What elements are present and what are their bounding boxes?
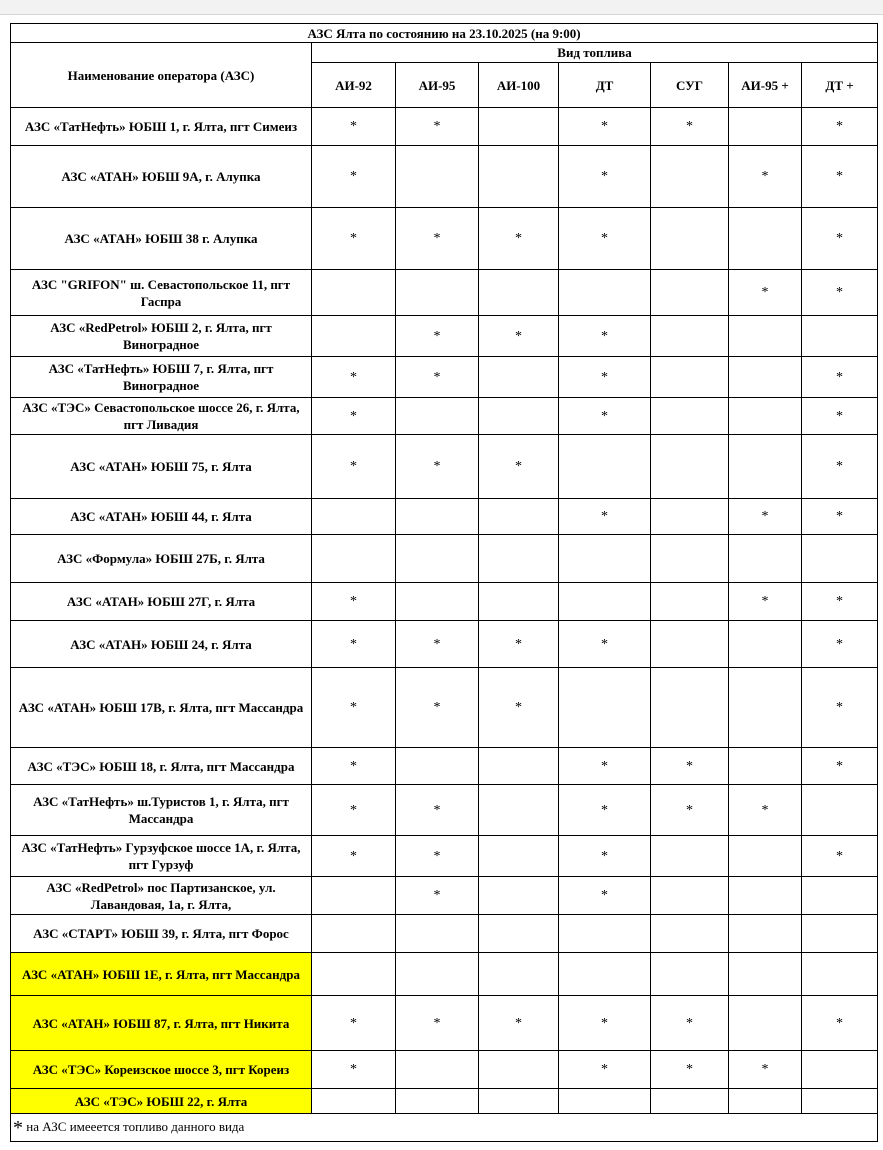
fuel-availability-cell: *: [396, 621, 479, 668]
station-name: АЗС «ТатНефть» ш.Туристов 1, г. Ялта, пгт Массандра: [11, 785, 312, 836]
fuel-availability-cell: *: [396, 996, 479, 1051]
fuel-header: АИ-100: [479, 63, 559, 108]
fuel-availability-cell: [802, 785, 878, 836]
fuel-availability-cell: [396, 953, 479, 996]
fuel-availability-cell: [396, 270, 479, 316]
table-row: [11, 316, 878, 357]
station-name: АЗС «ТЭС» ЮБШ 18, г. Ялта, пгт Массандра: [11, 748, 312, 785]
fuel-availability-cell: *: [312, 668, 396, 748]
station-name: АЗС «ТЭС» ЮБШ 22, г. Ялта: [11, 1089, 312, 1114]
fuel-availability-cell: [479, 915, 559, 953]
fuel-availability-cell: *: [479, 208, 559, 270]
fuel-availability-cell: [479, 836, 559, 877]
fuel-availability-cell: [396, 398, 479, 435]
fuel-availability-cell: [559, 583, 651, 621]
fuel-availability-cell: *: [479, 316, 559, 357]
fuel-availability-cell: *: [312, 435, 396, 499]
fuel-availability-cell: *: [396, 316, 479, 357]
fuel-availability-cell: [396, 583, 479, 621]
fuel-header: АИ-95: [396, 63, 479, 108]
station-name: АЗС «ТЭС» Севастопольское шоссе 26, г. Ялта, пгт Ливадия: [11, 398, 312, 435]
fuel-availability-cell: *: [312, 621, 396, 668]
footnote-mark: *: [13, 1117, 23, 1139]
fuel-availability-cell: [729, 535, 802, 583]
fuel-availability-cell: *: [802, 357, 878, 398]
table-row: [11, 1051, 878, 1089]
fuel-availability-cell: *: [559, 836, 651, 877]
fuel-availability-cell: [729, 668, 802, 748]
fuel-availability-cell: [479, 398, 559, 435]
fuel-availability-cell: *: [729, 1051, 802, 1089]
station-name: АЗС «ТЭС» Кореизское шоссе 3, пгт Кореиз: [11, 1051, 312, 1089]
fuel-availability-cell: [802, 877, 878, 915]
fuel-header: СУГ: [651, 63, 729, 108]
fuel-availability-cell: *: [312, 748, 396, 785]
fuel-availability-cell: [312, 499, 396, 535]
fuel-availability-cell: [479, 583, 559, 621]
fuel-availability-cell: *: [651, 996, 729, 1051]
station-name: АЗС «АТАН» ЮБШ 17В, г. Ялта, пгт Массандра: [11, 668, 312, 748]
fuel-availability-cell: [312, 877, 396, 915]
fuel-header: ДТ: [559, 63, 651, 108]
table-row: [11, 208, 878, 270]
fuel-availability-cell: [651, 499, 729, 535]
fuel-availability-cell: [651, 877, 729, 915]
fuel-availability-cell: *: [651, 108, 729, 146]
fuel-availability-cell: *: [802, 583, 878, 621]
fuel-availability-cell: [729, 996, 802, 1051]
fuel-availability-cell: *: [479, 621, 559, 668]
fuel-availability-cell: [559, 435, 651, 499]
fuel-availability-cell: [396, 1051, 479, 1089]
fuel-availability-cell: *: [802, 668, 878, 748]
fuel-availability-cell: [396, 748, 479, 785]
fuel-availability-cell: [802, 1051, 878, 1089]
fuel-availability-cell: *: [396, 836, 479, 877]
table-row: [11, 915, 878, 953]
fuel-availability-cell: [396, 915, 479, 953]
footnote: [11, 1114, 878, 1142]
station-name: АЗС «АТАН» ЮБШ 75, г. Ялта: [11, 435, 312, 499]
table-row: [11, 996, 878, 1051]
fuel-availability-cell: [729, 836, 802, 877]
fuel-availability-cell: [729, 398, 802, 435]
fuel-availability-cell: [396, 146, 479, 208]
fuel-availability-cell: [312, 535, 396, 583]
station-name: АЗС "GRIFON" ш. Севастопольское 11, пгт Гаспра: [11, 270, 312, 316]
operator-header: Наименование оператора (АЗС): [11, 43, 312, 108]
fuel-availability-cell: [651, 146, 729, 208]
fuel-header: АИ-95 +: [729, 63, 802, 108]
fuel-availability-cell: [651, 621, 729, 668]
fuel-header: АИ-92: [312, 63, 396, 108]
fuel-availability-cell: *: [802, 836, 878, 877]
station-name: АЗС «RedPetrol» ЮБШ 2, г. Ялта, пгт Виноградное: [11, 316, 312, 357]
fuel-availability-cell: *: [559, 996, 651, 1051]
fuel-availability-cell: [729, 208, 802, 270]
table-row: [11, 535, 878, 583]
fuel-availability-cell: [312, 1089, 396, 1114]
fuel-availability-cell: *: [802, 398, 878, 435]
fuel-availability-cell: *: [396, 208, 479, 270]
table-row: [11, 357, 878, 398]
fuel-availability-cell: [651, 535, 729, 583]
fuel-availability-cell: *: [559, 208, 651, 270]
fuel-availability-cell: [729, 877, 802, 915]
table-row: [11, 836, 878, 877]
fuel-availability-cell: [729, 953, 802, 996]
fuel-availability-cell: [312, 915, 396, 953]
table-row: [11, 1089, 878, 1114]
table-row: [11, 146, 878, 208]
fuel-availability-cell: [651, 953, 729, 996]
fuel-availability-cell: *: [479, 435, 559, 499]
fuel-availability-cell: *: [559, 785, 651, 836]
fuel-availability-cell: [802, 535, 878, 583]
fuel-availability-cell: *: [559, 748, 651, 785]
fuel-availability-cell: *: [729, 270, 802, 316]
fuel-availability-cell: [651, 208, 729, 270]
fuel-availability-cell: *: [559, 357, 651, 398]
fuel-availability-cell: *: [559, 1051, 651, 1089]
fuel-availability-cell: [312, 270, 396, 316]
fuel-availability-cell: *: [651, 785, 729, 836]
station-name: АЗС «ТатНефть» Гурзуфское шоссе 1А, г. Ялта, пгт Гурзуф: [11, 836, 312, 877]
station-name: АЗС «АТАН» ЮБШ 1Е, г. Ялта, пгт Массандра: [11, 953, 312, 996]
fuel-availability-cell: *: [729, 785, 802, 836]
table-row: [11, 748, 878, 785]
fuel-availability-cell: *: [312, 1051, 396, 1089]
fuel-availability-cell: [559, 953, 651, 996]
fuel-availability-cell: *: [802, 208, 878, 270]
fuel-availability-cell: *: [559, 108, 651, 146]
fuel-availability-cell: *: [802, 996, 878, 1051]
fuel-availability-cell: *: [312, 357, 396, 398]
station-name: АЗС «АТАН» ЮБШ 24, г. Ялта: [11, 621, 312, 668]
fuel-availability-cell: *: [559, 621, 651, 668]
fuel-group-header: Вид топлива: [312, 43, 878, 63]
fuel-availability-cell: *: [559, 877, 651, 915]
station-name: АЗС «Формула» ЮБШ 27Б, г. Ялта: [11, 535, 312, 583]
fuel-availability-cell: [729, 316, 802, 357]
fuel-availability-cell: [312, 316, 396, 357]
fuel-availability-cell: *: [396, 435, 479, 499]
fuel-availability-cell: [396, 1089, 479, 1114]
footnote-text: на АЗС имееется топливо данного вида: [26, 1119, 245, 1134]
fuel-availability-cell: *: [559, 499, 651, 535]
fuel-availability-cell: [651, 1089, 729, 1114]
fuel-availability-cell: *: [559, 398, 651, 435]
fuel-availability-cell: *: [802, 270, 878, 316]
table-row: [11, 953, 878, 996]
table-row: [11, 621, 878, 668]
fuel-availability-cell: [479, 535, 559, 583]
fuel-availability-cell: [651, 270, 729, 316]
fuel-availability-cell: *: [479, 668, 559, 748]
fuel-availability-cell: [729, 621, 802, 668]
fuel-availability-cell: [651, 435, 729, 499]
table-row: [11, 877, 878, 915]
fuel-availability-cell: [651, 583, 729, 621]
fuel-availability-cell: *: [729, 583, 802, 621]
fuel-availability-cell: [396, 535, 479, 583]
fuel-availability-cell: [479, 357, 559, 398]
fuel-availability-cell: *: [396, 357, 479, 398]
fuel-availability-cell: *: [312, 146, 396, 208]
station-name: АЗС «АТАН» ЮБШ 9А, г. Алупка: [11, 146, 312, 208]
fuel-availability-cell: [729, 108, 802, 146]
fuel-availability-cell: [479, 877, 559, 915]
fuel-availability-cell: [729, 435, 802, 499]
fuel-availability-cell: [559, 1089, 651, 1114]
table-row: [11, 668, 878, 748]
fuel-availability-cell: [479, 1089, 559, 1114]
table-row: [11, 108, 878, 146]
station-name: АЗС «АТАН» ЮБШ 44, г. Ялта: [11, 499, 312, 535]
fuel-availability-cell: *: [802, 748, 878, 785]
fuel-availability-cell: *: [312, 996, 396, 1051]
table-row: [11, 435, 878, 499]
fuel-availability-cell: *: [802, 499, 878, 535]
fuel-availability-cell: [729, 915, 802, 953]
fuel-availability-cell: *: [802, 108, 878, 146]
table-row: [11, 785, 878, 836]
fuel-availability-cell: [651, 836, 729, 877]
station-name: АЗС «RedPetrol» пос Партизанское, ул. Лавандовая, 1а, г. Ялта,: [11, 877, 312, 915]
fuel-availability-cell: [729, 748, 802, 785]
fuel-availability-cell: *: [729, 499, 802, 535]
fuel-availability-cell: [396, 499, 479, 535]
fuel-availability-cell: *: [312, 836, 396, 877]
fuel-availability-cell: [479, 270, 559, 316]
fuel-availability-cell: *: [479, 996, 559, 1051]
fuel-availability-cell: [651, 316, 729, 357]
fuel-availability-cell: *: [729, 146, 802, 208]
fuel-availability-cell: [729, 1089, 802, 1114]
viewer-toolbar: [0, 0, 883, 15]
station-name: АЗС «ТатНефть» ЮБШ 7, г. Ялта, пгт Виноградное: [11, 357, 312, 398]
station-name: АЗС «АТАН» ЮБШ 87, г. Ялта, пгт Никита: [11, 996, 312, 1051]
fuel-availability-cell: [802, 316, 878, 357]
fuel-availability-cell: [802, 1089, 878, 1114]
table-row: [11, 499, 878, 535]
fuel-availability-cell: [651, 357, 729, 398]
station-name: АЗС «ТатНефть» ЮБШ 1, г. Ялта, пгт Симеиз: [11, 108, 312, 146]
fuel-availability-cell: *: [802, 435, 878, 499]
fuel-availability-cell: *: [312, 108, 396, 146]
fuel-availability-cell: [479, 748, 559, 785]
fuel-availability-cell: *: [396, 877, 479, 915]
fuel-availability-cell: *: [396, 785, 479, 836]
fuel-availability-cell: *: [312, 785, 396, 836]
fuel-availability-cell: [559, 535, 651, 583]
fuel-availability-cell: *: [802, 621, 878, 668]
fuel-availability-cell: *: [312, 208, 396, 270]
fuel-availability-cell: [479, 499, 559, 535]
fuel-availability-cell: [559, 915, 651, 953]
fuel-availability-cell: *: [559, 146, 651, 208]
fuel-availability-cell: [479, 1051, 559, 1089]
fuel-availability-cell: *: [651, 748, 729, 785]
station-name: АЗС «СТАРТ» ЮБШ 39, г. Ялта, пгт Форос: [11, 915, 312, 953]
station-name: АЗС «АТАН» ЮБШ 38 г. Алупка: [11, 208, 312, 270]
fuel-availability-cell: *: [802, 146, 878, 208]
fuel-availability-cell: *: [651, 1051, 729, 1089]
fuel-availability-cell: [479, 108, 559, 146]
station-name: АЗС «АТАН» ЮБШ 27Г, г. Ялта: [11, 583, 312, 621]
fuel-availability-cell: [802, 915, 878, 953]
fuel-availability-cell: [312, 953, 396, 996]
table-row: [11, 398, 878, 435]
table-row: [11, 583, 878, 621]
fuel-availability-cell: [479, 146, 559, 208]
table-title: АЗС Ялта по состоянию на 23.10.2025 (на 9:00): [11, 24, 878, 43]
fuel-availability-cell: [651, 915, 729, 953]
fuel-availability-cell: [559, 668, 651, 748]
table-row: [11, 270, 878, 316]
fuel-availability-cell: *: [559, 316, 651, 357]
fuel-availability-cell: *: [312, 398, 396, 435]
fuel-availability-cell: *: [396, 108, 479, 146]
fuel-availability-cell: [479, 953, 559, 996]
fuel-availability-cell: [651, 398, 729, 435]
fuel-availability-cell: *: [312, 583, 396, 621]
fuel-availability-cell: [651, 668, 729, 748]
fuel-availability-table: [10, 23, 878, 1142]
fuel-availability-cell: *: [396, 668, 479, 748]
fuel-availability-cell: [802, 953, 878, 996]
fuel-header: ДТ +: [802, 63, 878, 108]
fuel-availability-cell: [479, 785, 559, 836]
fuel-availability-cell: [729, 357, 802, 398]
fuel-availability-cell: [559, 270, 651, 316]
